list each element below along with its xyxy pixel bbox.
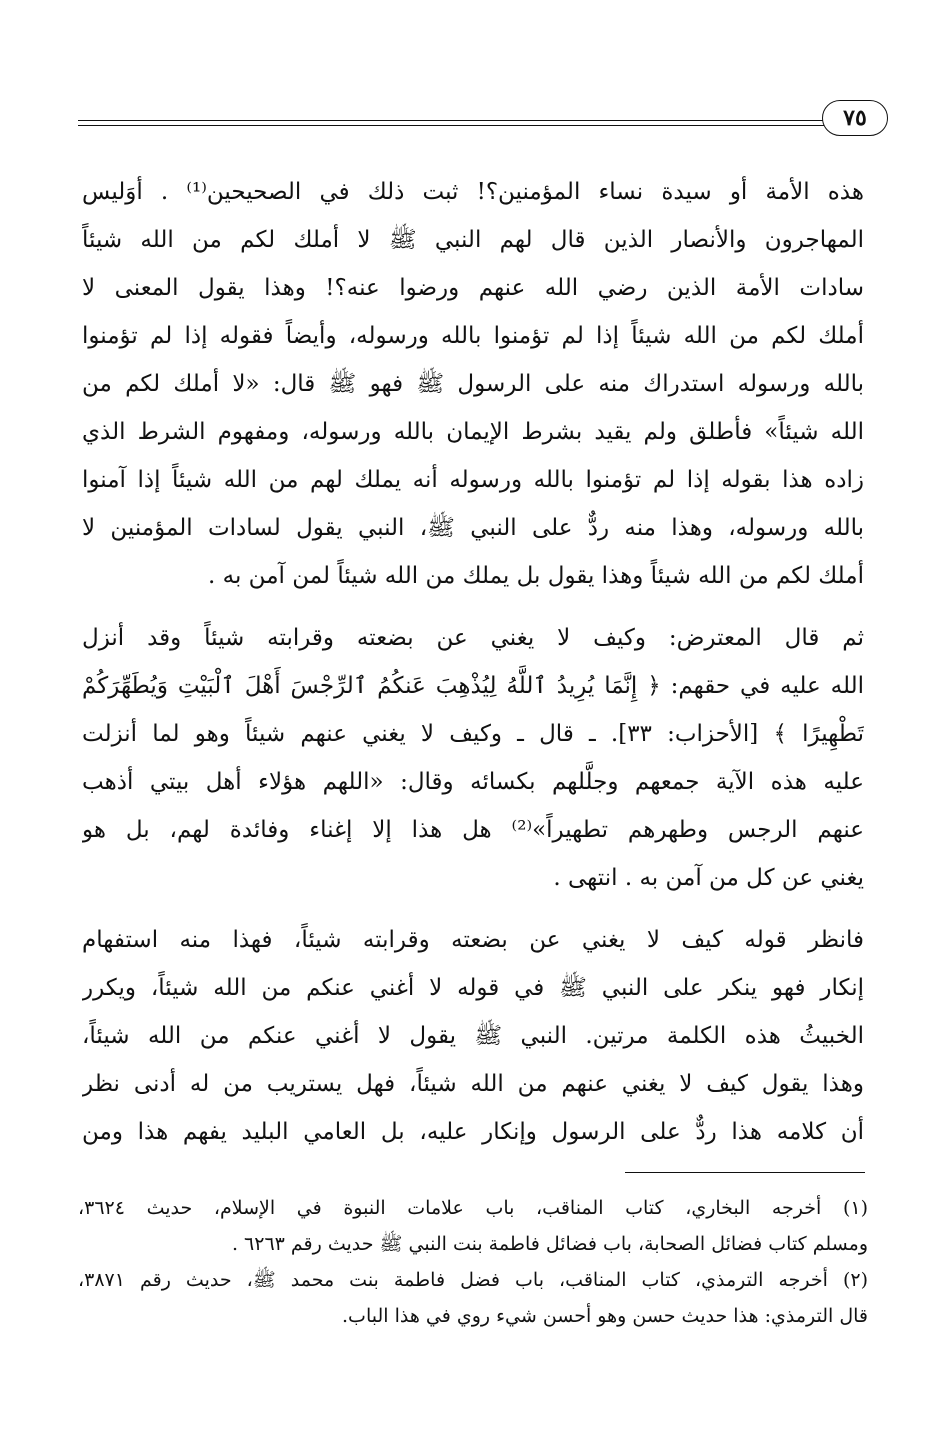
- page-header: [78, 98, 888, 134]
- text-line: الله شيئاً» فأطلق ولم يقيد بشرط الإيمان بالله ورسوله، ومفهوم الشرط الذي: [82, 419, 864, 445]
- text-line: بالله ورسوله استدراك منه على الرسول ﷺ فهو ﷺ قال: «لا أملك لكم من: [82, 371, 864, 397]
- text-line: وهذا يقول كيف لا يغني عنهم من الله شيئاً، فهل يستريب من له أدنى نظر: [82, 1071, 864, 1097]
- page-number: ٧٥: [822, 100, 888, 136]
- text-line: تَطْهِيرًا ﴾ [الأحزاب: ٣٣]. ـ قال ـ وكيف لا يغني عنهم شيئاً وهو لما أنزلت: [82, 721, 864, 747]
- footnote-1-line: ومسلم كتاب فضائل الصحابة، باب فضائل فاطمة بنت النبي ﷺ حديث رقم ٦٢٦٣ .: [231, 1233, 868, 1255]
- text-line: سادات الأمة الذين رضي الله عنهم ورضوا عنه؟! وهذا يقول المعنى لا: [82, 275, 864, 301]
- text-line: بالله ورسوله، وهذا منه ردٌّ على النبي ﷺ، النبي يقول لسادات المؤمنين لا: [82, 515, 864, 541]
- text-line: عنهم الرجس وطهرهم تطهيراً»⁽²⁾ هل هذا إلا إغناء وفائدة لهم، بل هو: [82, 817, 864, 843]
- text-line: عليه هذه الآية جمعهم وجلَّلهم بكسائه وقال: «اللهم هؤلاء أهل بيتي أذهب: [82, 769, 864, 795]
- footnote-separator: [625, 1172, 865, 1173]
- text-line: فانظر قوله كيف لا يغني عن بضعته وقرابته شيئاً، فهذا منه استفهام: [82, 927, 864, 953]
- text-line: الخبيثُ هذه الكلمة مرتين. النبي ﷺ يقول لا أغني عنكم من الله شيئاً،: [82, 1023, 864, 1049]
- text-line: المهاجرون والأنصار الذين قال لهم النبي ﷺ لا أملك لكم من الله شيئاً: [82, 227, 864, 253]
- text-line: يغني عن كل من آمن به . انتهى .: [553, 865, 864, 891]
- footnote-2-line: قال الترمذي: هذا حديث حسن وهو أحسن شيء روي في هذا الباب.: [342, 1305, 868, 1327]
- text-line: أملك لكم من الله شيئاً وهذا يقول بل يملك من الله شيئاً لمن آمن به .: [208, 563, 864, 589]
- quran-verse-line: الله عليه في حقهم: ﴿ إِنَّمَا يُرِيدُ ٱللَّهُ لِيُذْهِبَ عَنكُمُ ٱلرِّجْسَ أَهْلَ ٱلْبَيْتِ وَيُطَهِّرَكُمْ: [82, 673, 864, 699]
- footnotes: [78, 1190, 868, 1334]
- paragraph-3: [82, 916, 864, 1156]
- paragraph-1: [82, 168, 864, 600]
- footnote-1-line: (١) أخرجه البخاري، كتاب المناقب، باب علامات النبوة في الإسلام، حديث ٣٦٢٤،: [78, 1197, 868, 1219]
- text-line: أملك لكم من الله شيئاً إذا لم تؤمنوا بالله ورسوله، وأيضاً فقوله إذا لم تؤمنوا: [82, 323, 864, 349]
- text-line: إنكار فهو ينكر على النبي ﷺ في قوله لا أغني عنكم من الله شيئاً، ويكرر: [82, 975, 864, 1001]
- footnote-2-line: (٢) أخرجه الترمذي، كتاب المناقب، باب فضل فاطمة بنت محمد ﷺ، حديث رقم ٣٨٧١،: [78, 1269, 868, 1291]
- header-rule: [78, 120, 826, 126]
- text-line: زاده هذا بقوله إذا لم تؤمنوا بالله ورسوله أنه يملك لهم من الله شيئاً إذا آمنوا: [82, 467, 864, 493]
- main-text: [82, 168, 864, 1170]
- text-line: هذه الأمة أو سيدة نساء المؤمنين؟! ثبت ذلك في الصحيحين⁽¹⁾ . أوَليس: [82, 179, 864, 205]
- text-line: أن كلامه هذا ردٌّ على الرسول وإنكار عليه، بل العامي البليد يفهم هذا ومن: [82, 1119, 864, 1145]
- text-line: ثم قال المعترض: وكيف لا يغني عن بضعته وقرابته شيئاً وقد أنزل: [82, 625, 864, 651]
- paragraph-2: [82, 614, 864, 902]
